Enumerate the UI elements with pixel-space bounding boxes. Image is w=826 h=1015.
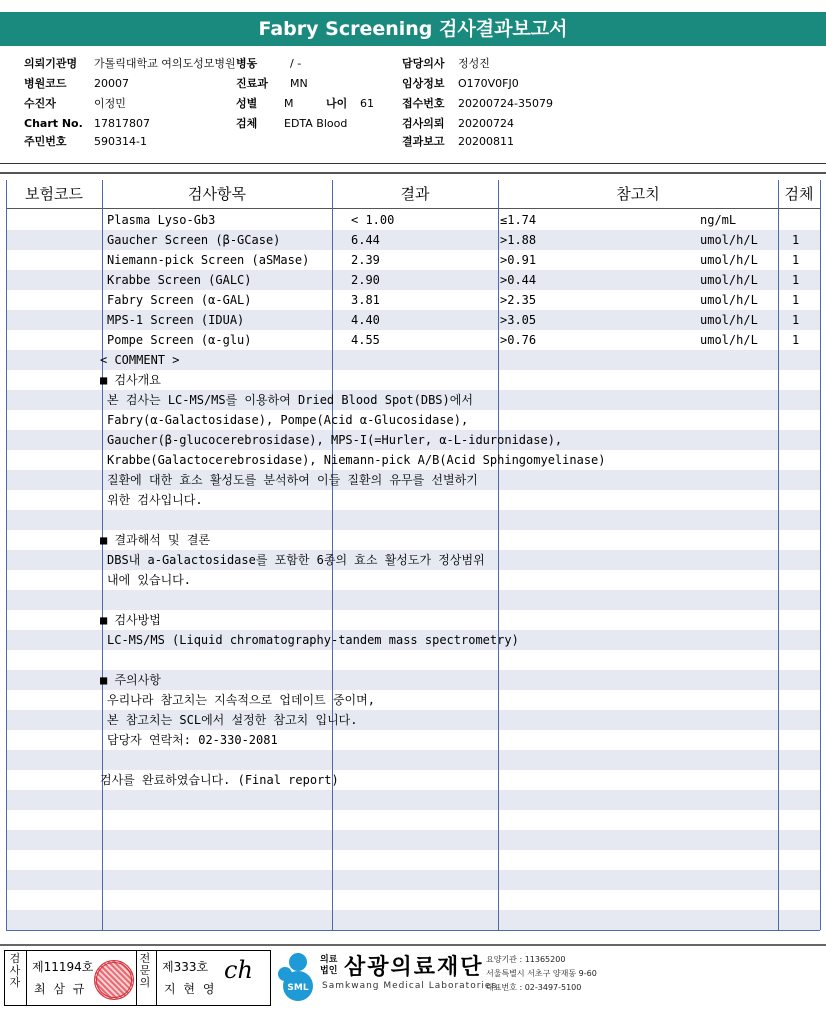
comment-line: ■ 검사방법 (100, 613, 161, 627)
comment-line: ■ 검사개요 (100, 373, 161, 387)
tester-seal-icon (94, 960, 134, 1000)
comment-line: 본 검사는 LC-MS/MS를 이용하여 Dried Blood Spot(DBS)에서 (107, 393, 473, 407)
reviewer-license: 제333호 (162, 960, 209, 974)
specimen-no: 1 (792, 293, 800, 307)
header-value: 이정민 (94, 97, 126, 110)
test-result: 3.81 (351, 293, 380, 307)
header-value: 20200724 (458, 117, 514, 130)
test-item: Niemann-pick Screen (aSMase) (107, 253, 310, 267)
reference-range: >2.35 (500, 293, 537, 307)
comment-line: LC-MS/MS (Liquid chromatography-tandem mass spectrometry) (107, 633, 519, 647)
specimen-no: 1 (792, 333, 800, 347)
header-value: 20200811 (458, 135, 514, 148)
header-value: / - (290, 57, 302, 70)
header-field (402, 77, 602, 91)
row-stripe (6, 910, 820, 930)
logo-text: SML (287, 983, 309, 993)
header-label: 접수번호 (402, 97, 445, 110)
test-result: 2.90 (351, 273, 380, 287)
reference-unit: ng/mL (700, 213, 737, 227)
comment-line: 검사를 완료하였습니다. (Final report) (100, 773, 339, 787)
comment-line: 질환에 대한 효소 활성도를 분석하여 이들 질환의 유무를 선별하기 (107, 473, 478, 487)
header-label: 나이 (326, 97, 348, 110)
test-item: Gaucher Screen (β-GCase) (107, 233, 281, 247)
header-field (24, 97, 224, 111)
comment-line: Krabbe(Galactocerebrosidase), Niemann-pick A/B(Acid Sphingomyelinase) (107, 453, 606, 467)
col-specimen: 검체 (784, 185, 814, 203)
reference-range: >0.91 (500, 253, 537, 267)
table-bottom-border (6, 930, 820, 931)
tester-name: 최 삼 규 (34, 982, 87, 996)
specimen-no: 1 (792, 253, 800, 267)
specimen-no: 1 (792, 233, 800, 247)
comment-line: ■ 주의사항 (100, 673, 161, 687)
divider (156, 950, 157, 1006)
header-field (402, 117, 602, 131)
reference-range: >1.88 (500, 233, 537, 247)
header-field (402, 97, 602, 111)
header-field-specimen (236, 117, 396, 131)
reference-range: >3.05 (500, 313, 537, 327)
col-result: 결과 (400, 185, 430, 203)
test-item: Plasma Lyso-Gb3 (107, 213, 216, 227)
comment-line: Gaucher(β-glucocerebrosidase), MPS-I(=Hurler, α-L-iduronidase), (107, 433, 563, 447)
report-title: Fabry Screening 검사결과보고서 (0, 12, 826, 46)
header-value: 20007 (94, 77, 129, 90)
header-field (24, 135, 224, 149)
test-result: 4.40 (351, 313, 380, 327)
header-field (402, 57, 602, 71)
header-field (24, 117, 224, 131)
column-line (6, 180, 7, 930)
reviewer-name: 지 현 영 (164, 982, 217, 996)
reference-unit: umol/h/L (700, 273, 758, 287)
divider (26, 950, 27, 1006)
header-field (402, 135, 602, 149)
comment-line: ■ 결과해석 및 결론 (100, 533, 211, 547)
row-stripe (6, 870, 820, 890)
row-stripe (6, 590, 820, 610)
header-label: 병원코드 (24, 77, 67, 90)
column-line (778, 180, 779, 930)
corp-info-address: 서울특별시 서초구 양재동 9-60 (486, 969, 597, 978)
header-field-ward (236, 57, 396, 71)
test-item: Pompe Screen (α-glu) (107, 333, 252, 347)
col-test-item: 검사항목 (188, 185, 246, 203)
header-field (24, 57, 236, 71)
tester-license: 제11194호 (32, 960, 94, 974)
header-label: 결과보고 (402, 135, 445, 148)
header-label: 병동 (236, 57, 258, 70)
comment-line: 본 참고치는 SCL에서 설정한 참고치 입니다. (107, 713, 358, 727)
header-label: 담당의사 (402, 57, 445, 70)
column-line (820, 180, 821, 930)
tester-label: 검사자 (9, 952, 21, 989)
header-label: 수진자 (24, 97, 56, 110)
comment-line: 위한 검사입니다. (107, 493, 203, 507)
reference-unit: umol/h/L (700, 293, 758, 307)
corp-prefix: 의료법인 (320, 955, 338, 976)
header-divider (0, 163, 826, 164)
header-label: 검체 (236, 117, 258, 130)
header-value: O170V0FJ0 (458, 77, 519, 90)
header-label: 성별 (236, 97, 258, 110)
column-line (498, 180, 499, 930)
comment-line: < COMMENT > (100, 353, 180, 367)
col-insurance-code: 보험코드 (25, 185, 83, 203)
header-value: 590314-1 (94, 135, 147, 148)
comment-line: 내에 있습니다. (107, 573, 192, 587)
test-item: Fabry Screen (α-GAL) (107, 293, 252, 307)
corp-name: 삼광의료재단 (344, 955, 484, 980)
header-label: Chart No. (24, 117, 83, 130)
header-value: 17817807 (94, 117, 150, 130)
sml-logo-icon (276, 950, 320, 1002)
header-value: 가톨릭대학교 여의도성모병원 (94, 57, 236, 70)
reference-range: ≤1.74 (500, 213, 537, 227)
reference-range: >0.44 (500, 273, 537, 287)
row-stripe (6, 750, 820, 770)
header-label: 검사의뢰 (402, 117, 445, 130)
reference-unit: umol/h/L (700, 313, 758, 327)
reference-unit: umol/h/L (700, 253, 758, 267)
row-stripe (6, 830, 820, 850)
header-label: 임상정보 (402, 77, 445, 90)
header-field (24, 77, 224, 91)
row-stripe (6, 510, 820, 530)
header-label: 진료과 (236, 77, 268, 90)
reference-range: >0.76 (500, 333, 537, 347)
header-value: MN (290, 77, 308, 90)
col-reference: 참고치 (616, 185, 660, 203)
comment-line: Fabry(α-Galactosidase), Pompe(Acid α-Glucosidase), (107, 413, 469, 427)
header-value: 20200724-35079 (458, 97, 553, 110)
reviewer-label: 전문의 (139, 952, 151, 989)
header-label: 의뢰기관명 (24, 57, 78, 70)
test-result: 6.44 (351, 233, 380, 247)
test-item: MPS-1 Screen (IDUA) (107, 313, 245, 327)
header-value: 정성진 (458, 57, 490, 70)
header-value: M (284, 97, 294, 110)
header-row-rule (6, 208, 820, 209)
corp-info-phone: 대표번호 : 02-3497-5100 (486, 983, 582, 992)
comment-line: 우리나라 참고치는 지속적으로 업데이트 중이며, (107, 693, 375, 707)
table-top-border (0, 172, 826, 174)
test-item: Krabbe Screen (GALC) (107, 273, 252, 287)
column-line (102, 180, 103, 930)
row-stripe (6, 790, 820, 810)
comment-line: 담당자 연락처: 02-330-2081 (107, 733, 278, 747)
divider (136, 950, 137, 1006)
specimen-no: 1 (792, 273, 800, 287)
header-field-dept (236, 77, 396, 91)
header-value: EDTA Blood (284, 117, 348, 130)
signature-icon: ch (224, 956, 253, 984)
reference-unit: umol/h/L (700, 333, 758, 347)
corp-info-code: 요양기관 : 11365200 (486, 955, 566, 964)
header-value: 61 (360, 97, 374, 110)
test-result: < 1.00 (351, 213, 395, 227)
specimen-no: 1 (792, 313, 800, 327)
header-label: 주민번호 (24, 135, 67, 148)
test-result: 2.39 (351, 253, 380, 267)
reference-unit: umol/h/L (700, 233, 758, 247)
test-result: 4.55 (351, 333, 380, 347)
comment-line: DBS내 a-Galactosidase를 포함한 6종의 효소 활성도가 정상범위 (107, 553, 485, 567)
corp-english-name: Samkwang Medical Laboratories (322, 981, 498, 991)
